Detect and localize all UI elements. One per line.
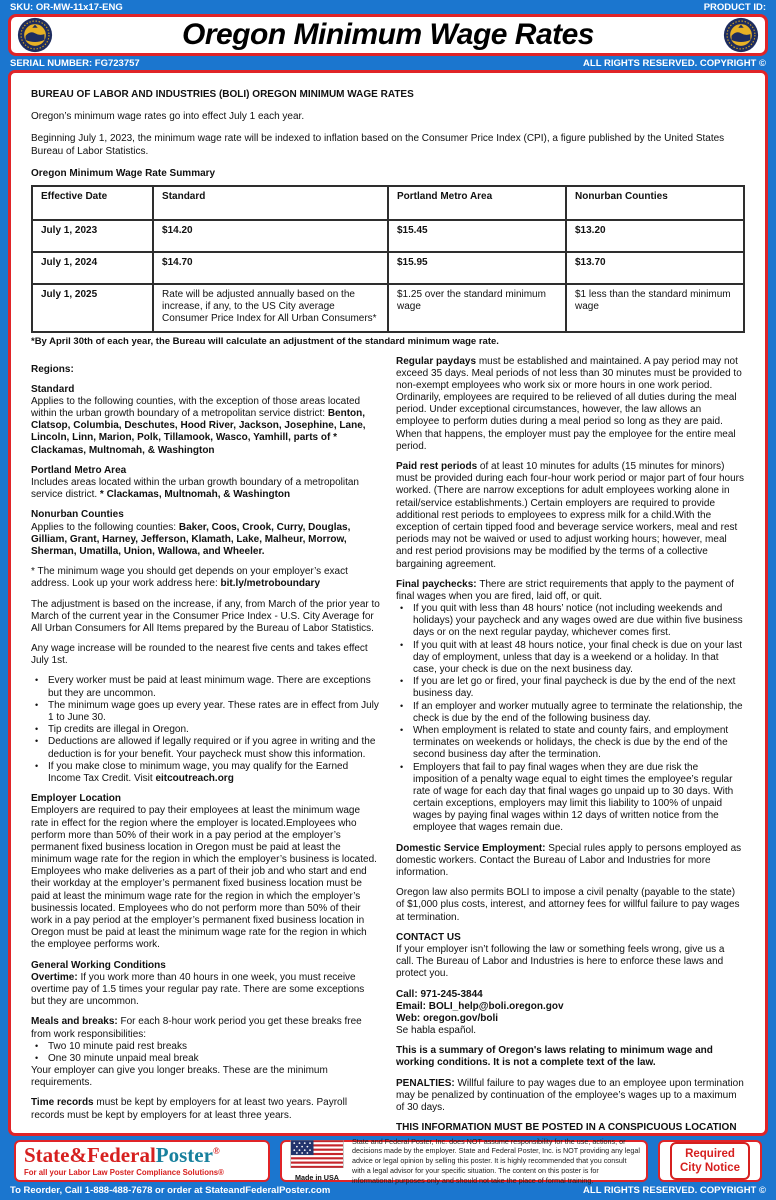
table-header-cell: Standard xyxy=(153,186,388,220)
logo-tagline: For all your Labor Law Poster Compliance Solutions® xyxy=(24,1168,224,1177)
wage-table-title: Oregon Minimum Wage Rate Summary xyxy=(31,167,216,179)
us-flag-icon xyxy=(290,1140,344,1168)
required-line: Required xyxy=(685,1147,735,1160)
bullet-icon: • xyxy=(35,760,39,771)
bullet-icon: • xyxy=(35,736,39,747)
poster-body xyxy=(8,70,768,1136)
list-item: • Two 10 minute paid rest breaks xyxy=(31,1041,380,1053)
top-meta-bar xyxy=(0,0,776,14)
footer-row xyxy=(14,1136,762,1185)
table-cell: July 1, 2024 xyxy=(32,252,153,284)
required-city-notice-box xyxy=(658,1140,762,1182)
list-item: • When employment is related to state and county fairs, and employment terminates on weekends or holidays, the check is due by the end of the second business day after the termination. xyxy=(396,725,745,762)
table-row xyxy=(32,220,744,252)
list-item: • If you quit with at least 48 hours notice, your final check is due on your last day of employment, unless that day is a weekend or a holiday. In that case, your check is due on the next business day. xyxy=(396,640,745,677)
nonurban-paragraph: Applies to the following counties: Baker, Coos, Crook, Curry, Douglas, Gilliam, Grant, Harney, Jefferson, Klamath, Lake, Malheur, Morrow, Sherman, Umatilla, Union, Wallowa, and Wheeler. xyxy=(31,521,351,557)
serial-bar xyxy=(0,56,776,70)
wage-table-body xyxy=(32,220,744,332)
domestic-service-paragraph: Domestic Service Employment: Special rules apply to persons employed as domestic workers. Contact the Bureau of Labor and Industries for more information. xyxy=(396,842,742,879)
table-header-cell: Nonurban Counties xyxy=(566,186,744,220)
table-cell: $14.70 xyxy=(153,252,388,284)
registered-mark: ® xyxy=(212,1146,220,1156)
address-note: * The minimum wage you should get depends on your employer’s exact address. Look up your work address here: bit.ly/metroboundary xyxy=(31,566,348,590)
bullet-icon: • xyxy=(35,1052,39,1063)
disclaimer-text: State and Federal Poster, Inc. does NOT assume responsibility for the use, actions, or decisions made by the employer. State and Federal Poster, Inc. is NOT providing any legal advice or legal opinion by selling this poster. It is highly recommended that you consult with a legal advisor for your specific situation. The content on this poster is for informational purposes only and should not take the place of formal training. xyxy=(352,1136,640,1185)
table-cell: $13.20 xyxy=(566,220,744,252)
bullet-icon: • xyxy=(35,675,39,686)
rights-label: ALL RIGHTS RESERVED. COPYRIGHT © xyxy=(583,57,766,69)
employer-location-paragraph: Employers are required to pay their employees at least the minimum wage rate in effect for the region where the employer is located.Employees who perform more than 50% of their work in a pay period at the employer’s permanent fixed business location in Oregon must be paid at least the minimum wage rate for the region in which the employer’s business is located. Employees who make deliveries as a part of their job and who start and end their workday at the employer’s permanent fixed business location must be paid at least the minimum wage rate for the region in which the employer’s businessis located. Employees who do not perform more than 50% of their work in a pay period at the employer’s permanent fixed business location in Oregon must be paid at least the minimum wage rate for the region in which the employee performs work. xyxy=(31,805,377,951)
contact-us-paragraph: If your employer isn’t following the law or something feels wrong, give us a call. The Bureau of Labor and Industries is here to enforce these laws and protect you. xyxy=(396,943,725,980)
list-item: • Employers that fail to pay final wages when they are due risk the imposition of a penalty wage equal to eight times the employee’s regular rate of wage for each day that final wages go unpaid up to 30 days. With certain exceptions, employers may limit this liability to 100% of unpaid wages by paying final wages within 12 days of written notice from the employee that wages remain due. xyxy=(396,762,745,835)
posting-notice: THIS INFORMATION MUST BE POSTED IN A CONSPICUOUS LOCATION xyxy=(396,1122,737,1134)
disclaimer-box xyxy=(280,1136,648,1185)
paid-rest-periods-paragraph: Paid rest periods of at least 10 minutes for adults (15 minutes for minors) must be provided during each four-hour work period or major part of four hours worked. (There are narrow exceptions for adult employees working alone in retail/service establishments.) Certain employers are required to provide additional rest periods to employees to express milk for a child.With the exception of certain tipped food and beverage service workers, meal and rest periods may not be waived or used to adjust working hours; however, meal and rest period provisions may be modified by the terms of a collective bargaining agreement. xyxy=(396,461,744,570)
list-item: • Every worker must be paid at least minimum wage. There are exceptions but they are uncommon. xyxy=(31,675,380,699)
made-in-usa-label: Made in USA xyxy=(295,1173,339,1182)
table-cell: $14.20 xyxy=(153,220,388,252)
final-paychecks-paragraph: Final paychecks: There are strict requirements that apply to the payment of final wages when you are fired, laid off, or quit. xyxy=(396,578,734,602)
publisher-logo-box xyxy=(14,1140,270,1182)
time-records-paragraph: Time records must be kept by employers for at least two years. Payroll records must be kept by employers for at least three years. xyxy=(31,1097,348,1121)
table-cell: July 1, 2023 xyxy=(32,220,153,252)
oregon-seal-icon xyxy=(17,17,53,53)
list-item: • The minimum wage goes up every year. These rates are in effect from July 1 to June 30. xyxy=(31,700,380,724)
civil-penalty-paragraph: Oregon law also permits BOLI to impose a civil penalty (payable to the state) of $1,000 plus costs, interest, and attorney fees for willful failure to pay wages at termination. xyxy=(396,887,740,923)
footer-rights-label: ALL RIGHTS RESERVED. COPYRIGHT © xyxy=(583,1185,766,1196)
serial-number-label: SERIAL NUMBER: FG723757 xyxy=(10,57,140,69)
bullet-icon: • xyxy=(400,724,404,735)
city-notice-line: City Notice xyxy=(679,1162,741,1174)
wage-facts-list xyxy=(31,675,380,785)
intro-paragraph-1: Oregon’s minimum wage rates go into effect July 1 each year. xyxy=(31,111,305,123)
portland-metro-paragraph: Includes areas located within the urban growth boundary of a metropolitan service district. * Clackamas, Multnomah, & Washington xyxy=(31,477,359,501)
meals-breaks-paragraph: Meals and breaks: For each 8-hour work period you get these breaks free from work responsibilities: xyxy=(31,1016,362,1040)
bullet-icon: • xyxy=(35,699,39,710)
nonurban-heading: Nonurban Counties xyxy=(31,509,124,521)
table-cell: $1.25 over the standard minimum wage xyxy=(388,284,566,332)
contact-us-heading: CONTACT US xyxy=(396,931,461,943)
table-cell: $1 less than the standard minimum wage xyxy=(566,284,744,332)
list-item: • Tip credits are illegal in Oregon. xyxy=(31,724,380,736)
final-paychecks-list xyxy=(396,603,745,835)
table-footnote: *By April 30th of each year, the Bureau will calculate an adjustment of the standard minimum wage rate. xyxy=(31,335,499,347)
made-in-usa-block xyxy=(288,1140,346,1182)
publisher-logo xyxy=(24,1145,260,1166)
required-city-notice-label xyxy=(670,1142,750,1181)
regular-paydays-paragraph: Regular paydays must be established and maintained. A pay period may not exceed 35 days. Meal periods of not less than 30 minutes must be provided to non-exempt employees who work six or more hours in one work period. Ordinarily, employees are required to be relieved of all duties during the meal period. Under exceptional circumstances, however, the law allows an employee to perform duties during a meal period so long as they are paid. When that happens, the employer must pay the employee for the entire meal period. xyxy=(396,355,742,452)
list-item: • If an employer and worker mutually agree to terminate the relationship, the check is due by the end of the following business day. xyxy=(396,701,745,725)
table-row xyxy=(32,252,744,284)
bullet-icon: • xyxy=(400,700,404,711)
penalties-paragraph: PENALTIES: Willful failure to pay wages due to an employee upon termination may be penalized by continuation of the employee’s wages up to a maximum of 30 days. xyxy=(396,1077,744,1114)
regions-heading: Regions: xyxy=(31,363,74,375)
portland-metro-heading: Portland Metro Area xyxy=(31,464,127,476)
logo-part-poster: Poster xyxy=(155,1143,213,1167)
table-header-cell: Portland Metro Area xyxy=(388,186,566,220)
reorder-label: To Reorder, Call 1-888-488-7678 or order at StateandFederalPoster.com xyxy=(10,1185,331,1196)
table-cell: $15.95 xyxy=(388,252,566,284)
table-cell: $13.70 xyxy=(566,252,744,284)
summary-note: This is a summary of Oregon's laws relating to minimum wage and working conditions. It is not a complete text of the law. xyxy=(396,1045,713,1069)
table-cell: Rate will be adjusted annually based on the increase, if any, to the US City average Consumer Price Index for All Urban Consumers* xyxy=(153,284,388,332)
bullet-icon: • xyxy=(400,761,404,772)
adjustment-paragraph: The adjustment is based on the increase, if any, from March of the prior year to March of the current year in the Consumer Price Index - U.S. City Average for All Urban Consumers for All Items prepared by the Bureau of Labor Statistics. xyxy=(31,598,380,634)
rounding-paragraph: Any wage increase will be rounded to the nearest five cents and takes effect July 1st. xyxy=(31,643,368,667)
overtime-paragraph: Overtime: If you work more than 40 hours in one week, you must receive overtime pay of 1.5 times your regular pay rate. There are some exceptions but they are uncommon. xyxy=(31,971,365,1008)
poster-title-box xyxy=(8,14,768,56)
bullet-icon: • xyxy=(35,1040,39,1051)
table-cell: $15.45 xyxy=(388,220,566,252)
list-item: • If you make close to minimum wage, you may qualify for the Earned Income Tax Credit. Visit eitcoutreach.org xyxy=(31,761,380,785)
logo-part-state-federal: State&Federal xyxy=(24,1143,156,1167)
boli-heading: BUREAU OF LABOR AND INDUSTRIES (BOLI) OREGON MINIMUM WAGE RATES xyxy=(31,89,414,100)
contact-lines: Call: 971-245-3844 Email: BOLI_help@boli.oregon.gov Web: oregon.gov/boli Se habla español. xyxy=(396,988,564,1037)
bullet-icon: • xyxy=(400,603,404,614)
longer-breaks-note: Your employer can give you longer breaks. These are the minimum requirements. xyxy=(31,1065,328,1089)
table-header-cell: Effective Date xyxy=(32,186,153,220)
list-item: • One 30 minute unpaid meal break xyxy=(31,1053,380,1065)
two-column-text xyxy=(31,356,745,1135)
table-cell: July 1, 2025 xyxy=(32,284,153,332)
general-working-conditions-heading: General Working Conditions xyxy=(31,959,166,971)
table-row xyxy=(32,284,744,332)
standard-paragraph: Applies to the following counties, with the exception of those areas located within the urban growth boundary of a metropolitan service district: Benton, Clatsop, Columbia, Deschutes, Hood River, Jackson, Josephine, Lane, Lincoln, Linn, Marion, Polk, Tillamook, Wasco, Yamhill, parts of * Clackamas, Multnomah, & Washington xyxy=(31,395,366,456)
standard-heading: Standard xyxy=(31,383,75,395)
intro-paragraph-2: Beginning July 1, 2023, the minimum wage rate will be indexed to inflation based on the Consumer Price Index (CPI), a figure published by the United States Bureau of Labor Statistics. xyxy=(31,133,725,157)
bullet-icon: • xyxy=(35,724,39,735)
oregon-seal-icon xyxy=(723,17,759,53)
sku-label: SKU: OR-MW-11x17-ENG xyxy=(10,1,123,13)
page-title: Oregon Minimum Wage Rates xyxy=(181,18,594,51)
right-column xyxy=(396,356,745,1135)
list-item: • If you are let go or fired, your final paycheck is due by the end of the next business day. xyxy=(396,676,745,700)
breaks-list xyxy=(31,1041,380,1065)
product-id-label: PRODUCT ID: xyxy=(703,1,766,13)
wage-table-header xyxy=(32,186,744,220)
list-item: • If you quit with less than 48 hours’ notice (not including weekends and holidays) your paycheck and any wages owed are due within five business days or on the next regular payday, whichever comes first. xyxy=(396,603,745,640)
left-column xyxy=(31,356,380,1135)
minimum-wage-table xyxy=(31,185,745,333)
list-item: • Deductions are allowed if legally required or if you agree in writing and the deduction is for your benefit. Your paycheck must show this information. xyxy=(31,736,380,760)
employer-location-heading: Employer Location xyxy=(31,793,122,805)
bullet-icon: • xyxy=(400,639,404,650)
bullet-icon: • xyxy=(400,676,404,687)
